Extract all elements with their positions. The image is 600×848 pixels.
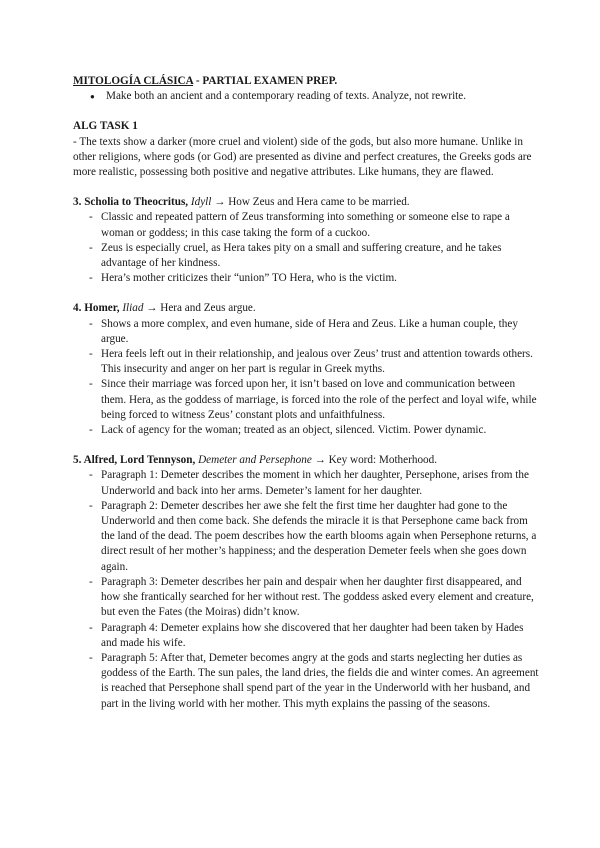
list-item: - Paragraph 1: Demeter describes the moment in which her daughter, Persephone, arises from the Underworld and back into her arms. Demeter’s lament for her daughter. <box>91 468 540 498</box>
section-list <box>73 210 540 286</box>
title-sub: PARTIAL EXAMEN PREP. <box>202 75 338 87</box>
list-item: - Zeus is especially cruel, as Hera takes pity on a small and suffering creature, and he takes advantage of her kindness. <box>91 241 540 271</box>
list-item: - Classic and repeated pattern of Zeus transforming into something or someone else to rape a woman or goddess; in this case taking the form of a cuckoo. <box>91 210 540 240</box>
list-item: - Since their marriage was forced upon her, it isn’t based on love and communication between them. Hera, as the goddess of marriage, is forced into the role of the perfect and loyal wife, while being forced to witness Zeus’ constant plots and unfaithfulness. <box>91 377 540 423</box>
list-item: - Paragraph 2: Demeter describes her awe she felt the first time her daughter had gone to the Underworld and then come back. She defends the miracle it is that Persephone came back from the land of the dead. The poem describes how the earth blooms again when Persephone returns, a direct result of her mother’s happiness; and the desperation Demeter feels when she goes down again. <box>91 499 540 575</box>
list-item: - Hera’s mother criticizes their “union” TO Hera, who is the victim. <box>91 271 540 286</box>
document-title <box>73 74 540 89</box>
section-heading-bold: 3. Scholia to Theocritus, <box>73 196 189 209</box>
list-item: - Shows a more complex, and even humane, side of Hera and Zeus. Like a human couple, they argue. <box>91 317 540 347</box>
section-heading-rest: → Key word: Motherhood. <box>314 454 438 467</box>
section-heading <box>73 453 540 468</box>
intro-bullet: ● Make both an ancient and a contemporary reading of texts. Analyze, not rewrite. <box>90 89 540 104</box>
alg-task-heading: ALG TASK 1 <box>73 120 138 133</box>
title-separator: - <box>193 75 203 87</box>
section-heading-italic: Idyll <box>190 196 212 209</box>
list-item: - Paragraph 4: Demeter explains how she discovered that her daughter had been taken by Hades and made his wife. <box>91 621 540 651</box>
section-heading-bold: 4. Homer, <box>73 302 120 315</box>
section-list <box>73 468 540 711</box>
section-heading <box>73 301 540 316</box>
list-item: - Paragraph 5: After that, Demeter becomes angry at the gods and starts neglecting her duties as goddess of the Earth. The sun pales, the land dries, the fields die and winter comes. An agreement is reached that Persephone shall spend part of the year in the Underworld with her husband, and part in the living world with her mother. This myth explains the passing of the seasons. <box>91 651 540 712</box>
title-main: MITOLOGÍA CLÁSICA <box>73 75 194 87</box>
section-list <box>73 317 540 439</box>
section-heading <box>73 195 540 210</box>
list-item: - Hera feels left out in their relationship, and jealous over Zeus’ trust and attention towards others. This insecurity and anger on her part is regular in Greek myths. <box>91 347 540 377</box>
section-heading-rest: → Hera and Zeus argue. <box>146 302 256 315</box>
section-heading-rest: → How Zeus and Hera came to be married. <box>214 196 410 209</box>
list-item: - Paragraph 3: Demeter describes her pain and despair when her daughter first disappeared, and how she frantically searched for her without rest. The goddess asked every element and creature, but even the Fates (the Moiras) didn’t know. <box>91 575 540 621</box>
intro-list <box>73 89 540 104</box>
section-heading-bold: 5. Alfred, Lord Tennyson, <box>73 454 196 467</box>
list-item: - Lack of agency for the woman; treated as an object, silenced. Victim. Power dynamic. <box>91 423 540 438</box>
section-heading-italic: Iliad <box>122 302 144 315</box>
alg-task-text: - The texts show a darker (more cruel and violent) side of the gods, but also more humane. Unlike in other religions, where gods (or God) are presented as divine and perfect creatures, the Greeks gods are more realistic, possessing both positive and negative attributes. Like humans, they are flawed. <box>73 135 532 179</box>
section-heading-italic: Demeter and Persephone <box>198 454 312 467</box>
